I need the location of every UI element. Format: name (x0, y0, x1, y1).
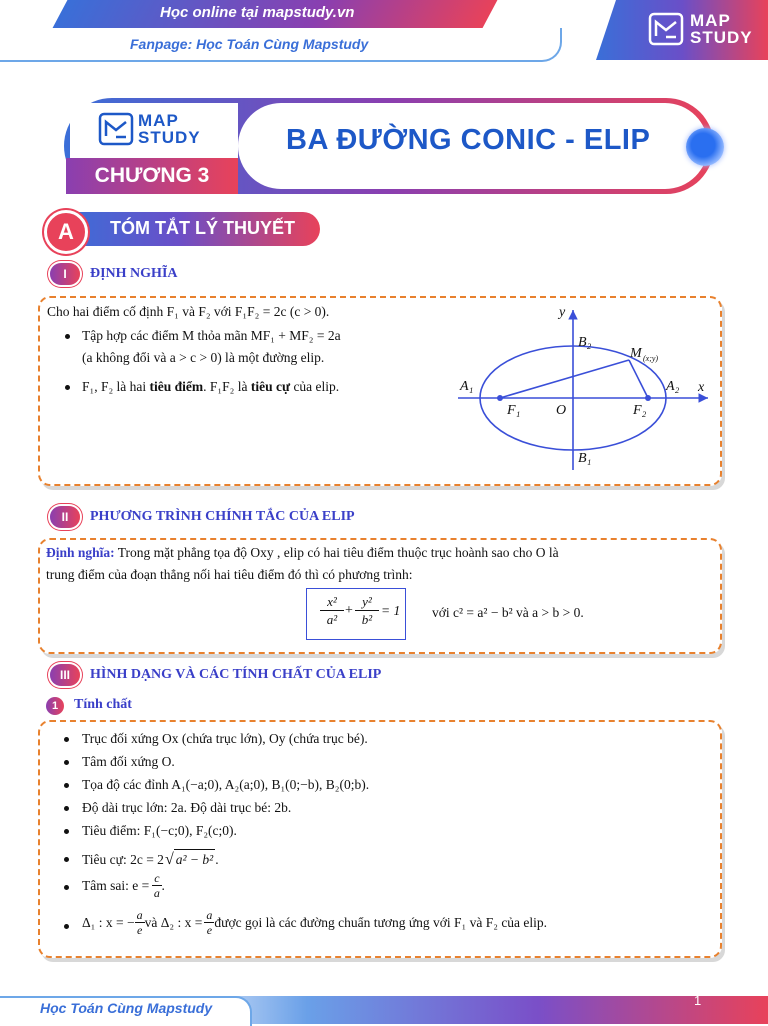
eq-condition: với c² = a² − b² và a > b > 0. (432, 605, 584, 620)
label-b1: B₁ (578, 451, 592, 466)
page-number: 1 (694, 993, 702, 1008)
property-tieu-cu (82, 849, 219, 870)
eq-rhs: = 1 (381, 603, 401, 618)
tieu-cu-label: Tiêu cự: 2c = 2 (82, 851, 164, 867)
subsection-1-badge: 1 (46, 697, 64, 715)
header-fanpage-text: Fanpage: Học Toán Cùng Mapstudy (130, 36, 369, 52)
section-1-title: ĐỊNH NGHĨA (90, 266, 178, 281)
banner-logo-line2: STUDY (138, 128, 201, 147)
definition-bullet-1-line-1: Tập hợp các điểm M thỏa mãn MF₁ + MF₂ = 2a (82, 328, 341, 343)
footer-text: Học Toán Cùng Mapstudy (40, 1000, 213, 1016)
bullet-dot (64, 737, 69, 742)
label-o: O (556, 403, 567, 418)
property-item: Tiêu điểm: F₁(−c;0), F₂(c;0). (82, 823, 237, 838)
bullet-dot (64, 829, 69, 834)
definition-bullet-2 (82, 377, 339, 397)
eq-frac-2 (355, 594, 379, 629)
property-item: Tọa độ các đỉnh A₁(−a;0), A₂(a;0), B₁(0;−b), B₂(0;b). (82, 777, 370, 792)
segment-mf1 (500, 360, 629, 398)
tieu-cu-radicand: a² − b² (174, 849, 215, 870)
label-f2: F₂ (633, 403, 647, 418)
section-2-badge: II (50, 506, 80, 528)
section-2-title: PHƯƠNG TRÌNH CHÍNH TẮC CỦA ELIP (90, 509, 355, 524)
tam-sai-fraction (152, 871, 161, 900)
bullet-dot (64, 857, 69, 862)
tam-sai-label: Tâm sai: e = (82, 877, 150, 893)
section-a-title: TÓM TẮT LÝ THUYẾT (110, 218, 295, 238)
banner-logo-text (138, 112, 201, 146)
subsection-1-title: Tính chất (74, 697, 132, 712)
bullet-dot (65, 334, 70, 339)
ellipse-figure (452, 302, 718, 476)
eq-numerator-x: x² (320, 594, 344, 611)
dc-frac-2-numerator: a (206, 908, 213, 922)
label-y: y (559, 305, 566, 320)
tam-sai-end: . (161, 877, 165, 893)
eq-denominator-a: a² (326, 612, 338, 627)
eq-denominator-b: b² (361, 612, 373, 627)
bullet-dot (64, 760, 69, 765)
dc-frac-1-denominator: e (136, 923, 143, 937)
tam-sai-numerator: c (154, 871, 160, 885)
header-online-text: Học online tại mapstudy.vn (160, 4, 355, 21)
duong-chuan-fraction-2 (204, 908, 214, 937)
duong-chuan-end: được gọi là các đường chuẩn tương ứng với F₁ và F₂ của elip. (214, 914, 548, 930)
dc-frac-2-denominator: e (206, 923, 213, 937)
property-item: Độ dài trục lớn: 2a. Độ dài trục bé: 2b. (82, 800, 292, 815)
label-m-coords: (x;y) (643, 354, 659, 363)
bullet-2-bold-2: tiêu cự (250, 379, 291, 394)
bullet-2-text-b: . F₁F₂ là (203, 379, 251, 394)
tieu-cu-end: . (215, 851, 219, 867)
bullet-dot (64, 806, 69, 811)
eq-definition-line-1 (46, 543, 559, 563)
duong-chuan-fraction-1 (135, 908, 145, 937)
focus-f2-point (645, 395, 651, 401)
eq-definition-line-2: trung điểm của đoạn thẳng nối hai tiêu điểm đó thì có phương trình: (46, 567, 413, 582)
bullet-2-text-a: F₁, F₂ là hai (82, 379, 150, 394)
bullet-dot (65, 385, 70, 390)
banner-logo-icon (98, 112, 134, 146)
bullet-dot (64, 924, 69, 929)
definition-intro: Cho hai điểm cố định F₁ và F₂ với F₁F₂ = 2c (c > 0). (47, 304, 330, 319)
label-f1: F₁ (507, 403, 521, 418)
property-item: Tâm đối xứng O. (82, 754, 175, 769)
eq-numerator-y: y² (355, 594, 379, 611)
page-title: BA ĐƯỜNG CONIC - ELIP (286, 124, 651, 156)
dc-frac-1-numerator: a (136, 908, 143, 922)
focus-f1-point (497, 395, 503, 401)
eq-definition-text-1: Trong mặt phẳng tọa độ Oxy , elip có hai tiêu điểm thuộc trục hoành sao cho O là (114, 545, 559, 560)
property-duong-chuan (82, 908, 547, 937)
label-b2: B₂ (578, 335, 592, 350)
header-logo-line2: STUDY (690, 28, 753, 47)
bullet-2-text-c: của elip. (290, 379, 340, 394)
banner-dot-icon (686, 128, 724, 166)
duong-chuan-1: Δ₁ : x = − (82, 914, 135, 930)
section-1-badge: I (50, 263, 80, 285)
mapstudy-logo-icon (648, 12, 684, 46)
duong-chuan-mid: và Δ₂ : x = (144, 914, 203, 930)
tam-sai-denominator: a (153, 886, 160, 900)
sqrt-icon: √ (164, 850, 174, 868)
label-a1: A₁ (460, 379, 474, 394)
label-a2: A₂ (666, 379, 680, 394)
eq-frac-1 (320, 594, 344, 629)
bullet-dot (64, 783, 69, 788)
section-3-title: HÌNH DẠNG VÀ CÁC TÍNH CHẤT CỦA ELIP (90, 667, 382, 682)
property-item: Trục đối xứng Ox (chứa trục lớn), Oy (chứa trục bé). (82, 731, 368, 746)
label-m: M (630, 346, 642, 361)
banner-logo-line1: MAP (138, 111, 179, 130)
bullet-2-bold-1: tiêu điểm (149, 379, 204, 394)
header-logo-text (690, 12, 753, 46)
section-a-badge: A (44, 210, 88, 254)
bullet-dot (64, 885, 69, 890)
header-logo-line1: MAP (690, 11, 731, 30)
eq-plus: + (345, 603, 353, 618)
definition-bullet-1-line-2: (a không đổi và a > c > 0) là một đường elip. (82, 350, 325, 365)
property-tam-sai (82, 871, 165, 900)
section-3-badge: III (50, 664, 80, 686)
chapter-label: CHƯƠNG 3 (66, 158, 238, 194)
eq-definition-label: Định nghĩa: (46, 545, 115, 560)
label-x: x (698, 380, 705, 395)
